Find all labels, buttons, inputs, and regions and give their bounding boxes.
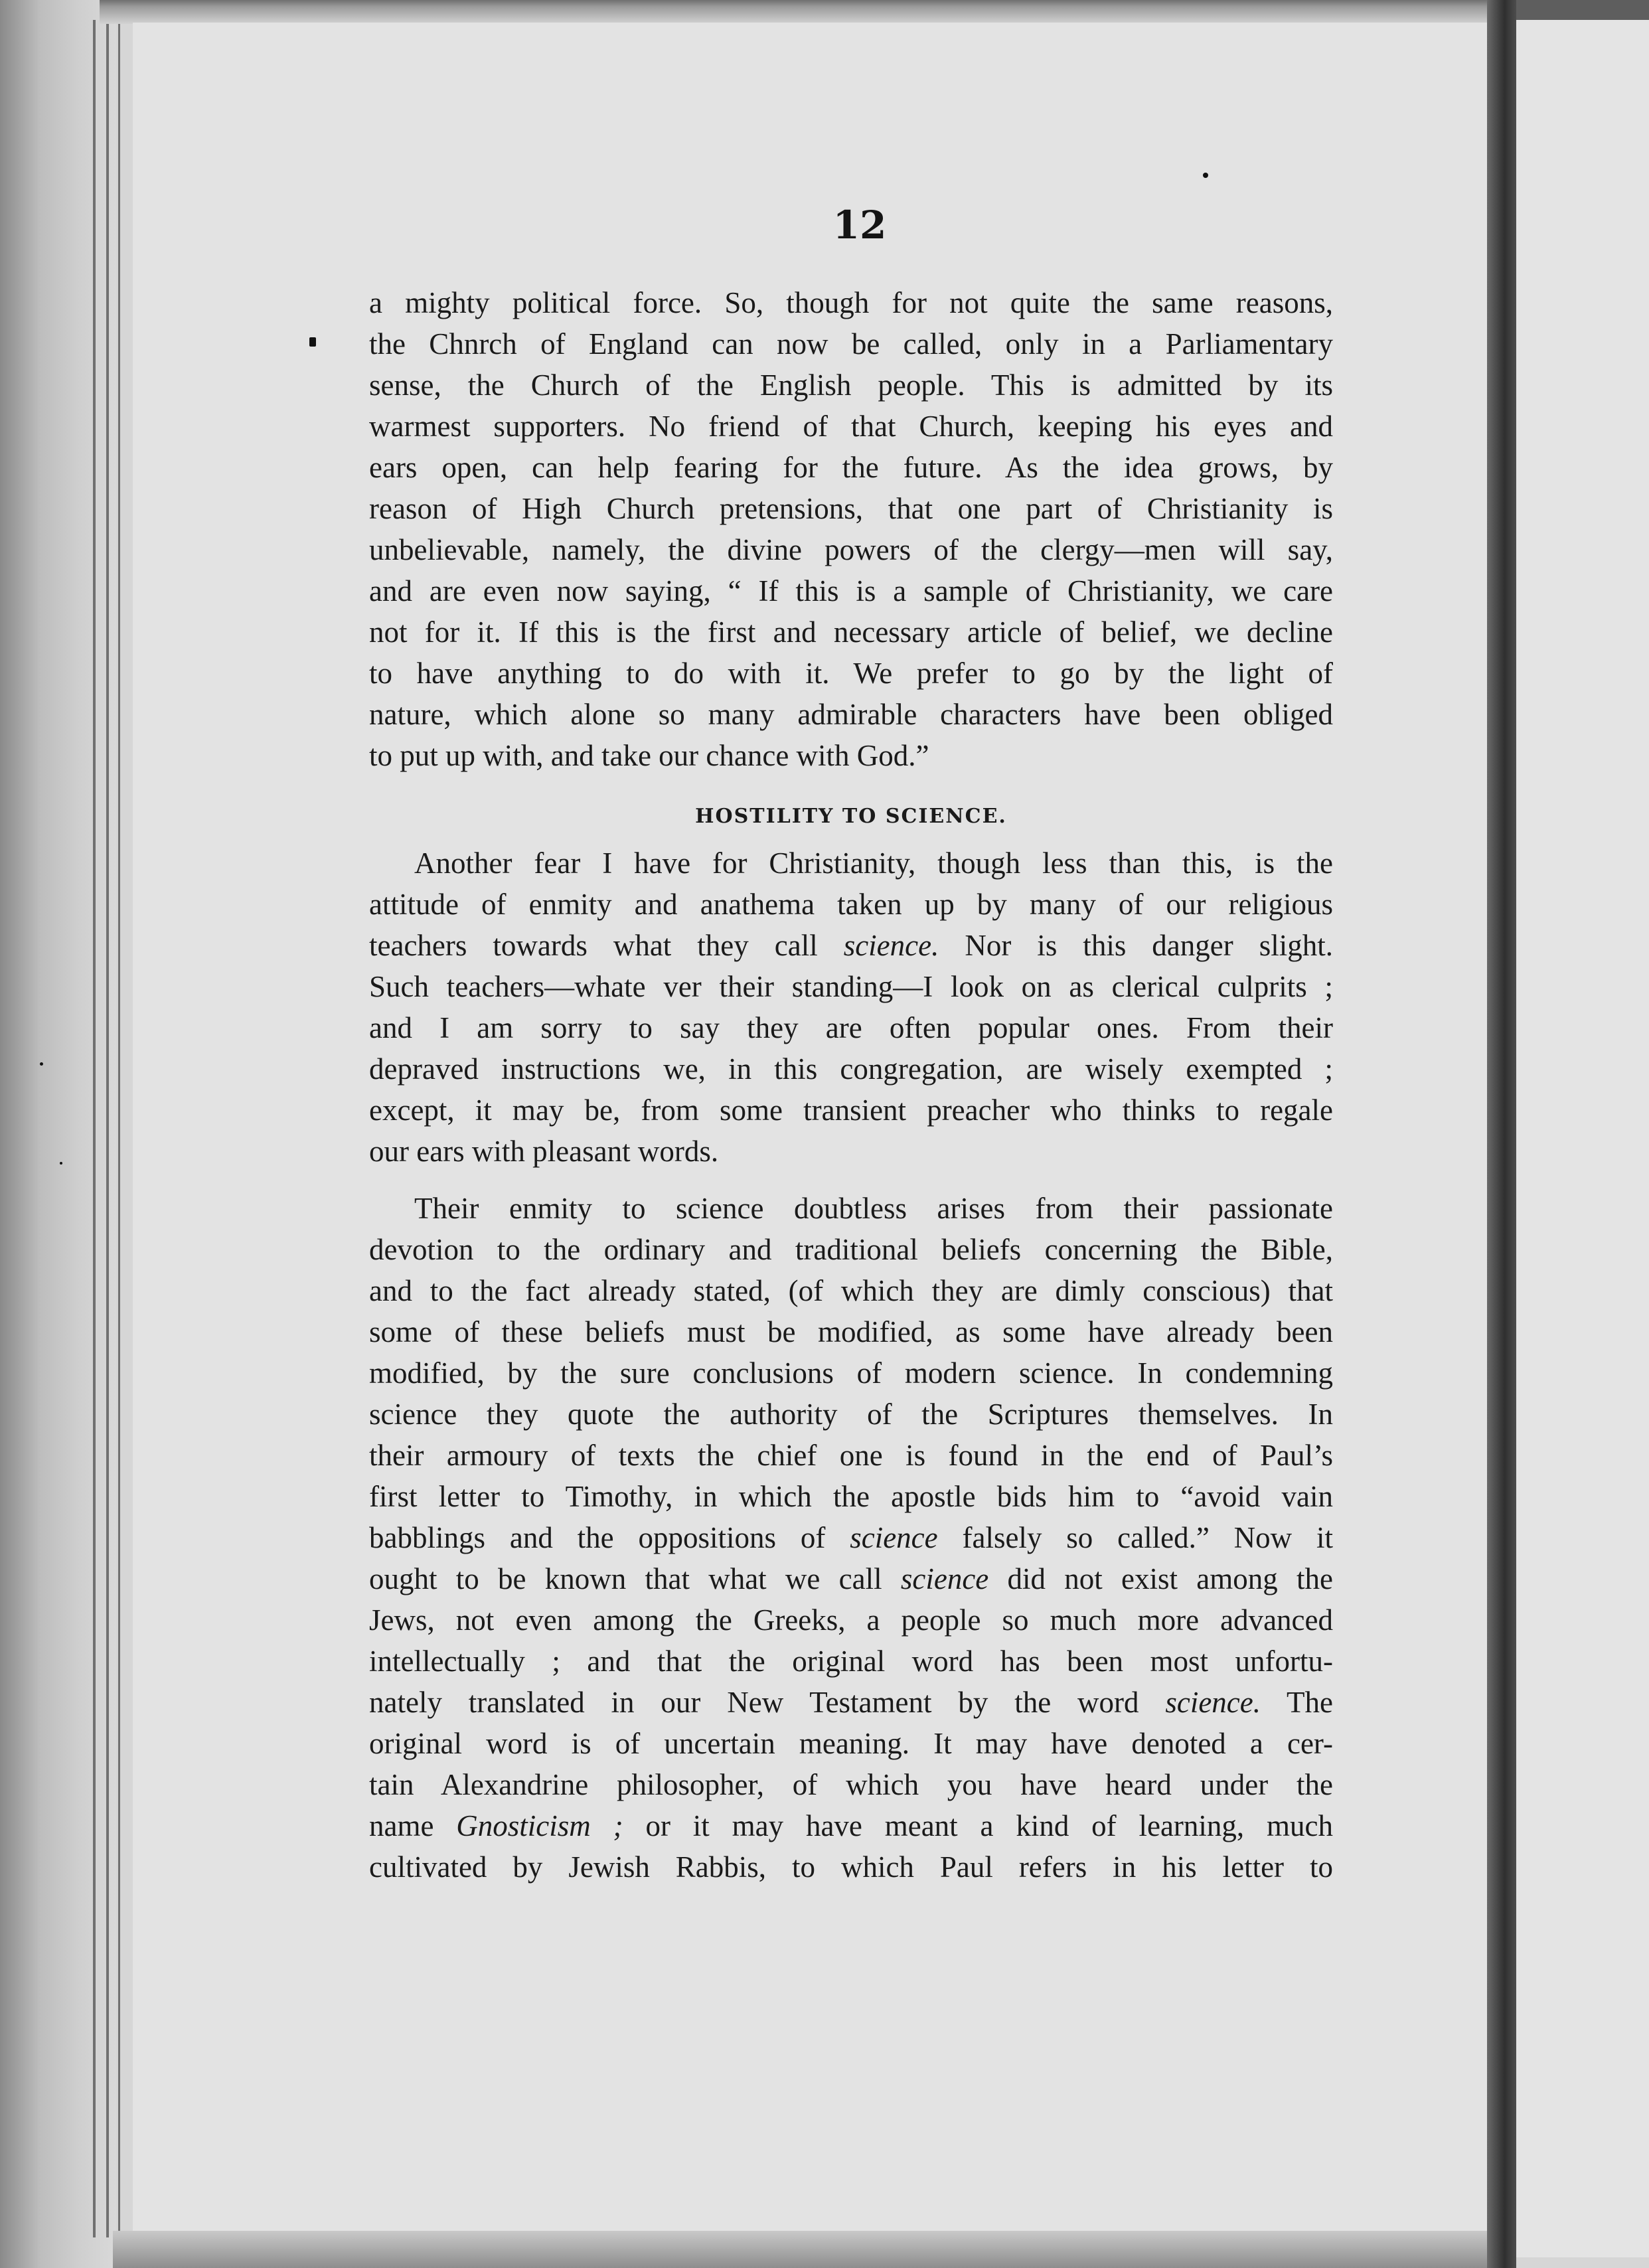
text-line: Such teachers—whate ver their standing—I look on as clerical culprits ; <box>369 970 1333 1003</box>
text-line: to put up with, and take our chance with God.” <box>369 739 929 772</box>
text-line: our ears with pleasant words. <box>369 1135 719 1168</box>
italic-run: science. <box>843 929 939 962</box>
text-line: first letter to Timothy, in which the apostle bids him to “avoid vain <box>369 1480 1333 1513</box>
bottom-page-edge <box>113 2231 1494 2268</box>
text-line <box>369 1805 1333 1846</box>
section-heading: HOSTILITY TO SCIENCE. <box>695 805 1007 828</box>
ink-speck <box>60 1162 62 1165</box>
italic-run: science <box>900 1562 989 1595</box>
page-edge-line <box>118 20 120 2237</box>
text-line: ears open, can help fearing for the future. As the idea grows, by <box>369 451 1333 484</box>
page-edge-line <box>106 20 109 2237</box>
text-line: the Chnrch of England can now be called, only in a Parliamentary <box>369 327 1333 361</box>
adjacent-page <box>1516 20 1649 2257</box>
text-line: except, it may be, from some transient preacher who thinks to regale <box>369 1094 1333 1127</box>
text-line: devotion to the ordinary and traditional beliefs concerning the Bible, <box>369 1233 1333 1266</box>
page-number: 12 <box>832 202 887 248</box>
text-line: not for it. If this is the first and necessary article of belief, we decline <box>369 615 1333 649</box>
text-line <box>369 1517 1333 1558</box>
text-line: some of these beliefs must be modified, as some have already been <box>369 1315 1333 1348</box>
text-line: Jews, not even among the Greeks, a people so much more advanced <box>369 1603 1333 1637</box>
text-run: The <box>1261 1686 1333 1719</box>
text-line: Their enmity to science doubtless arises from their passionate <box>414 1192 1333 1225</box>
text-line: and to the fact already stated, (of which they are dimly conscious) that <box>369 1274 1333 1307</box>
text-line: sense, the Church of the English people. This is admitted by its <box>369 368 1333 402</box>
text-line: unbelievable, namely, the divine powers of the clergy—men will say, <box>369 533 1333 566</box>
text-line: cultivated by Jewish Rabbis, to which Paul refers in his letter to <box>369 1850 1333 1884</box>
text-line: reason of High Church pretensions, that one part of Christianity is <box>369 492 1333 525</box>
text-line: modified, by the sure conclusions of modern science. In condemning <box>369 1356 1333 1390</box>
text-line: and are even now saying, “ If this is a sample of Christianity, we care <box>369 574 1333 608</box>
paragraph-gap <box>369 1172 1333 1188</box>
text-line: attitude of enmity and anathema taken up by many of our religious <box>369 888 1333 921</box>
text-line: depraved instructions we, in this congregation, are wisely exempted ; <box>369 1052 1333 1086</box>
italic-run: science. <box>1165 1686 1261 1719</box>
text-line: original word is of uncertain meaning. It may have denoted a cer- <box>369 1727 1333 1760</box>
text-run: nately translated in our New Testament by the word <box>369 1686 1166 1719</box>
text-line <box>369 1682 1333 1723</box>
binding-shadow <box>0 0 116 2268</box>
text-run: babblings and the oppositions of <box>369 1521 850 1554</box>
text-line: tain Alexandrine philosopher, of which you have heard under the <box>369 1768 1333 1801</box>
page-edge-line <box>93 20 96 2237</box>
text-line: Another fear I have for Christianity, though less than this, is the <box>414 847 1333 880</box>
text-line: warmest supporters. No friend of that Church, keeping his eyes and <box>369 410 1333 443</box>
text-line: a mighty political force. So, though for not quite the same reasons, <box>369 286 1333 319</box>
italic-run: Gnosticism ; <box>456 1809 623 1842</box>
text-line: science they quote the authority of the Scriptures themselves. In <box>369 1398 1333 1431</box>
top-page-edge <box>100 0 1494 24</box>
text-line <box>369 1558 1333 1599</box>
text-run: teachers towards what they call <box>369 929 844 962</box>
text-line: nature, which alone so many admirable characters have been obliged <box>369 698 1333 731</box>
ink-speck <box>40 1062 43 1066</box>
ink-speck <box>309 337 316 347</box>
text-line: and I am sorry to say they are often popular ones. From their <box>369 1011 1333 1044</box>
italic-run: science <box>850 1521 938 1554</box>
text-run: or it may have meant a kind of learning, much <box>623 1809 1333 1842</box>
ink-speck <box>1203 173 1208 178</box>
text-line: intellectually ; and that the original word has been most unfortu- <box>369 1645 1333 1678</box>
text-run: name <box>369 1809 457 1842</box>
next-page-top-edge <box>1516 0 1649 20</box>
gutter-shadow <box>1487 0 1516 2268</box>
text-run: did not exist among the <box>988 1562 1333 1595</box>
text-line <box>369 925 1333 966</box>
body-text <box>369 282 1333 1888</box>
text-line: their armoury of texts the chief one is found in the end of Paul’s <box>369 1439 1333 1472</box>
text-line: to have anything to do with it. We prefer to go by the light of <box>369 657 1333 690</box>
text-run: falsely so called.” Now it <box>937 1521 1333 1554</box>
text-run: Nor is this danger slight. <box>939 929 1333 962</box>
text-run: ought to be known that what we call <box>369 1562 901 1595</box>
